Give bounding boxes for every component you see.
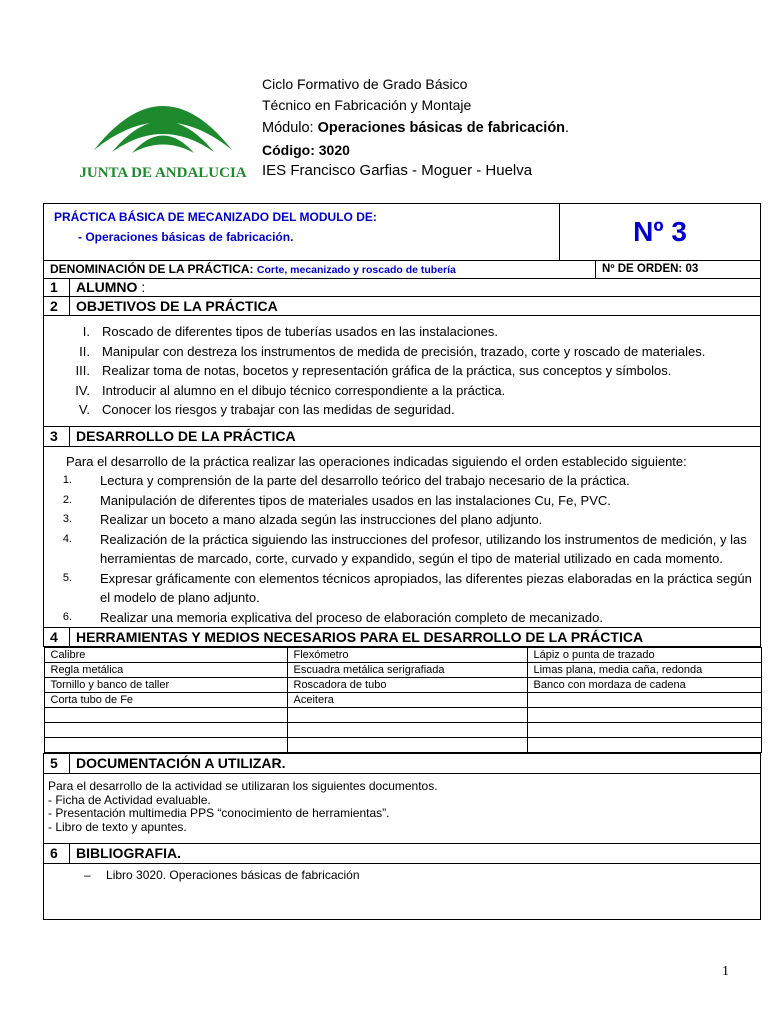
list-item (54, 381, 754, 401)
list-item (54, 491, 754, 511)
tool-cell (287, 738, 527, 753)
list-text: Manipular con destreza los instrumentos de medida de precisión, trazado, corte y roscado de materiales. (102, 343, 706, 359)
list-marker: I. (82, 324, 90, 339)
list-marker: V. (78, 402, 90, 417)
section-1-title: ALUMNO (76, 279, 138, 295)
bibliography-cell (44, 864, 761, 920)
table-row (44, 678, 761, 693)
section-3-number: 3 (44, 427, 70, 447)
list-item (54, 342, 754, 362)
tool-cell: Limas plana, media caña, redonda (527, 663, 761, 678)
module-label: Módulo: (262, 120, 314, 136)
section-5-number: 5 (44, 754, 70, 774)
tool-cell: Aceitera (287, 693, 527, 708)
tool-cell: Roscadora de tubo (287, 678, 527, 693)
section-1-heading (70, 279, 761, 297)
tool-cell (527, 708, 761, 723)
tool-cell (527, 723, 761, 738)
list-text: Roscado de diferentes tipos de tuberías usados en las instalaciones. (102, 324, 499, 339)
practice-subtitle: - Operaciones básicas de fabricación. (78, 230, 294, 244)
tool-cell: Escuadra metálica serigrafiada (287, 663, 527, 678)
tool-cell (287, 723, 527, 738)
list-text: Conocer los riesgos y trabajar con las medidas de seguridad. (102, 402, 455, 417)
list-marker: 1. (62, 474, 72, 486)
list-text: Manipulación de diferentes tipos de materiales usados en las instalaciones Cu, Fe, PVC. (100, 492, 611, 508)
junta-de-andalucia-logo (79, 80, 247, 182)
list-text: Lectura y comprensión de la parte del desarrollo teórico del trabajo necesario de la práctica. (100, 473, 630, 488)
section-4-title: HERRAMIENTAS Y MEDIOS NECESARIOS PARA EL DESARROLLO DE LA PRÁCTICA (70, 628, 761, 647)
tool-cell (44, 738, 287, 753)
section-1-suffix: : (137, 279, 146, 295)
module-period: . (565, 120, 570, 136)
section-1-number: 1 (44, 279, 70, 297)
development-intro: Para el desarrollo de la práctica realizar las operaciones indicadas siguiendo el orden establecido siguiente: (66, 454, 687, 469)
documentation-cell (44, 774, 761, 844)
table-row (44, 693, 761, 708)
header-module (262, 120, 569, 136)
development-cell (44, 447, 761, 628)
list-item (54, 471, 754, 491)
objectives-cell (44, 316, 761, 427)
practice-title: PRÁCTICA BÁSICA DE MECANIZADO DEL MODULO DE: (54, 210, 377, 224)
table-row (44, 648, 761, 663)
section-2-number: 2 (44, 297, 70, 316)
list-item (54, 510, 754, 530)
list-item (54, 530, 754, 569)
list-item (54, 400, 754, 420)
number-cell (560, 204, 761, 261)
list-text: Realización de la práctica siguiendo las instrucciones del profesor, utilizando los instrumentos de medición, y las herramientas de marcado, corte, curvado y expandido, según el tipo de material utilizado en cada momento. (100, 531, 747, 566)
list-item (54, 608, 754, 628)
tool-cell (527, 693, 761, 708)
tool-cell: Regla metálica (44, 663, 287, 678)
objectives-list (54, 322, 754, 420)
title-cell (44, 204, 560, 261)
header-code: Código: 3020 (262, 142, 350, 158)
bibliography-marker: – (84, 868, 91, 882)
module-value: Operaciones básicas de fabricación (317, 120, 566, 136)
tool-cell (44, 723, 287, 738)
tool-cell (527, 738, 761, 753)
denominacion-value: Corte, mecanizado y roscado de tubería (256, 264, 456, 276)
order-number: Nº DE ORDEN: 03 (596, 261, 761, 279)
section-6-number: 6 (44, 844, 70, 864)
list-marker: IV. (75, 382, 90, 398)
tool-cell (44, 708, 287, 723)
documentation-line: - Ficha de Actividad evaluable. (48, 792, 211, 807)
section-2-title: OBJETIVOS DE LA PRÁCTICA (70, 297, 761, 316)
tool-cell: Calibre (44, 648, 287, 663)
list-marker: 3. (62, 513, 72, 525)
table-row (44, 708, 761, 723)
logo-arcs-icon (79, 80, 247, 182)
tools-container (44, 647, 761, 754)
documentation-line: Para el desarrollo de la actividad se utilizaran los siguientes documentos. (48, 779, 438, 793)
tools-table (44, 647, 762, 753)
table-row (44, 663, 761, 678)
list-marker: 6. (62, 610, 72, 623)
list-item (54, 569, 754, 608)
practice-sheet (43, 203, 761, 920)
list-item (54, 361, 754, 381)
header-school: IES Francisco Garfias - Moguer - Huelva (262, 162, 533, 179)
documentation-line: - Libro de texto y apuntes. (48, 819, 187, 834)
list-text: Expresar gráficamente con elementos técnicos apropiados, las diferentes piezas elaboradas en la práctica según el modelo de plano adjunto. (100, 570, 752, 605)
tool-cell: Tornillo y banco de taller (44, 678, 287, 693)
section-3-title: DESARROLLO DE LA PRÁCTICA (70, 427, 761, 447)
table-row (44, 738, 761, 753)
header-title: Técnico en Fabricación y Montaje (262, 97, 472, 113)
list-text: Introducir al alumno en el dibujo técnico correspondiente a la práctica. (102, 382, 506, 398)
denominacion-cell (44, 261, 596, 279)
list-item (54, 322, 754, 342)
list-text: Realizar una memoria explicativa del proceso de elaboración completo de mecanizado. (100, 609, 603, 625)
list-marker: 2. (62, 493, 72, 506)
page-number: 1 (722, 964, 729, 979)
documentation-line: - Presentación multimedia PPS “conocimiento de herramientas”. (48, 806, 390, 820)
list-marker: 5. (62, 571, 72, 584)
bibliography-item: Libro 3020. Operaciones básicas de fabricación (106, 868, 360, 882)
tool-cell: Flexómetro (287, 648, 527, 663)
denominacion-label: DENOMINACIÓN DE LA PRÁCTICA: (50, 262, 254, 276)
section-5-title: DOCUMENTACIÓN A UTILIZAR. (70, 754, 761, 774)
tool-cell: Corta tubo de Fe (44, 693, 287, 708)
section-6-title: BIBLIOGRAFIA. (70, 844, 761, 864)
logo-text: JUNTA DE ANDALUCIA (79, 165, 247, 181)
list-marker: 4. (62, 532, 72, 545)
list-marker: III. (75, 363, 90, 378)
list-marker: II. (79, 343, 90, 359)
tool-cell (287, 708, 527, 723)
header-course: Ciclo Formativo de Grado Básico (262, 76, 468, 92)
table-row (44, 723, 761, 738)
practice-number: Nº 3 (633, 216, 687, 247)
section-4-number: 4 (44, 628, 70, 647)
development-steps-list (54, 471, 754, 627)
tool-cell: Banco con mordaza de cadena (527, 678, 761, 693)
list-text: Realizar toma de notas, bocetos y representación gráfica de la práctica, sus conceptos y símbolos. (102, 363, 672, 378)
list-text: Realizar un boceto a mano alzada según las instrucciones del plano adjunto. (100, 512, 543, 527)
tool-cell: Lápiz o punta de trazado (527, 648, 761, 663)
